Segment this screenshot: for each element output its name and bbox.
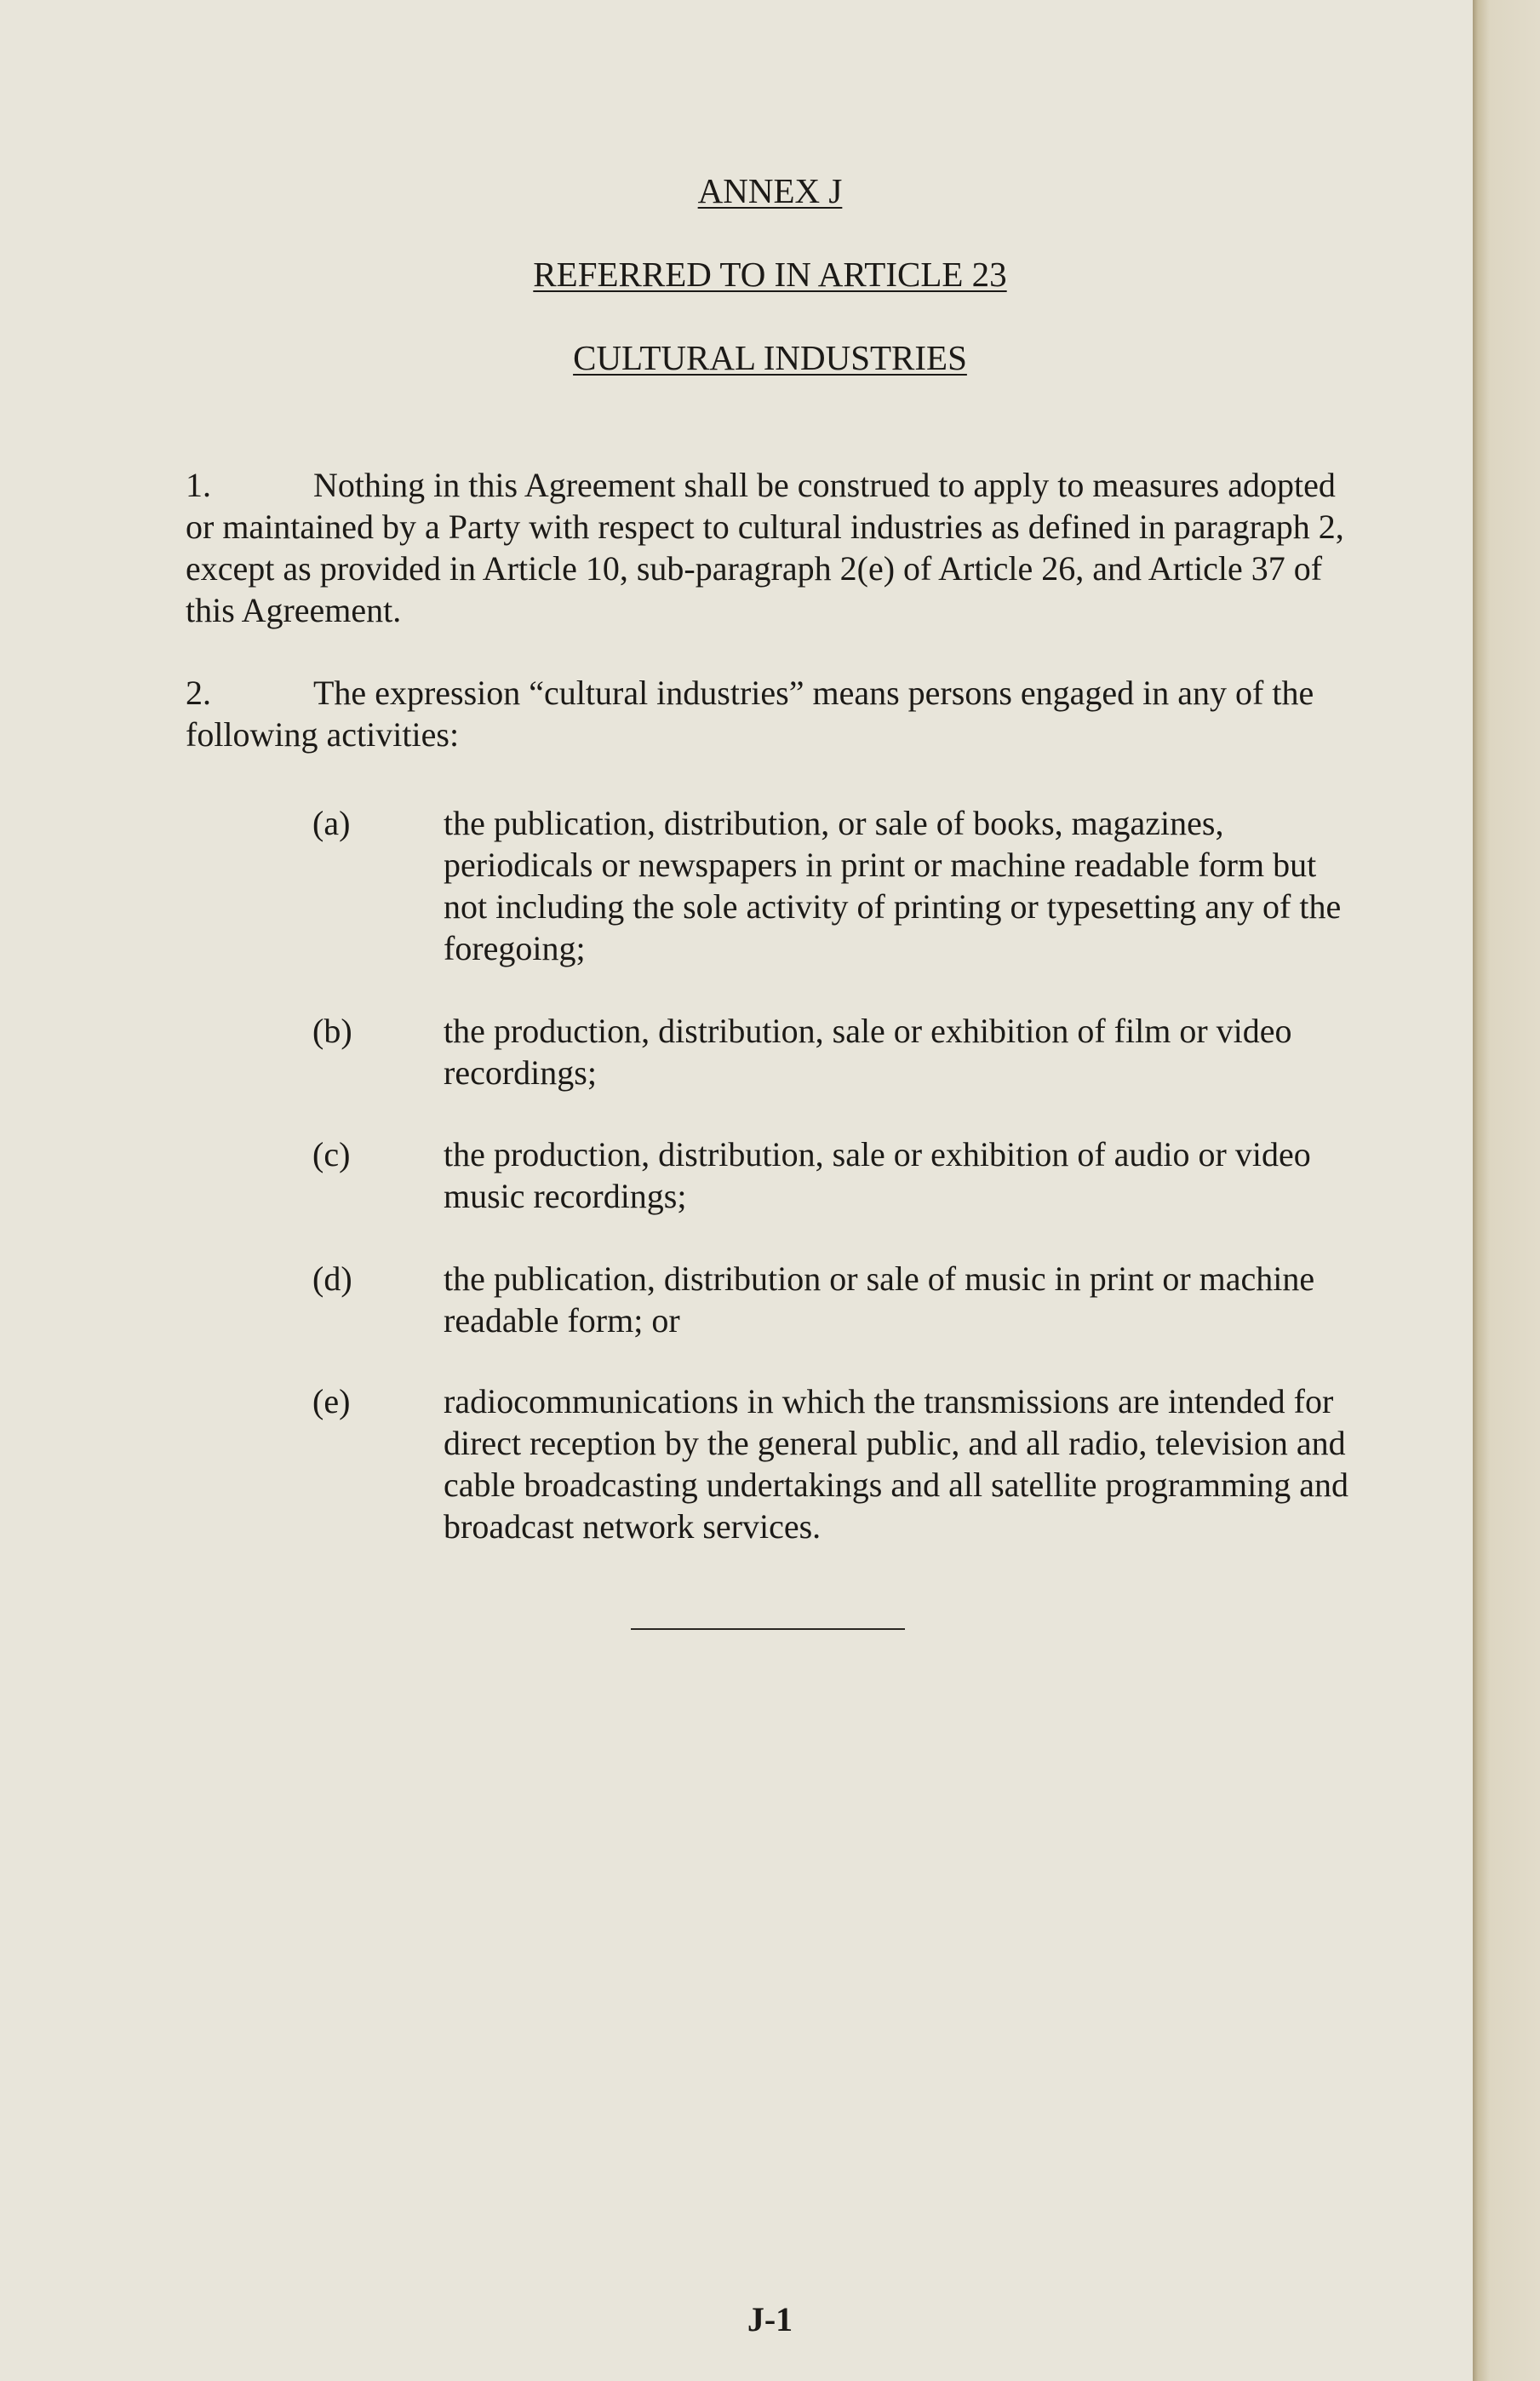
paragraph-1-text: Nothing in this Agreement shall be construed to apply to measures adopted or maintained by a Party with respect to cultural industries as defined in paragraph 2, except as provided in Article 10, sub-paragraph 2(e) of Article 26, and Article 37 of this Agreement. — [186, 466, 1344, 629]
end-rule — [631, 1628, 905, 1630]
item-e-letter: (e) — [312, 1382, 351, 1420]
item-c-text: the production, distribution, sale or exhibition of audio or video music recordings; — [444, 1135, 1311, 1215]
paragraph-2 — [186, 672, 1360, 755]
item-b-letter: (b) — [312, 1012, 352, 1050]
annex-title: ANNEX J — [697, 171, 843, 210]
item-d-letter: (d) — [312, 1259, 352, 1298]
page-edge — [1473, 0, 1540, 2381]
annex-reference: REFERRED TO IN ARTICLE 23 — [533, 255, 1007, 294]
item-e-text: radiocommunications in which the transmissions are intended for direct reception by the general public, and all radio, television and cable broadcasting undertakings and all satellite programming and broadcast network services. — [444, 1382, 1348, 1546]
paragraph-2-text: The expression “cultural industries” means persons engaged in any of the following activities: — [186, 674, 1314, 754]
annex-subject: CULTURAL INDUSTRIES — [573, 338, 967, 377]
item-b-text: the production, distribution, sale or exhibition of film or video recordings; — [444, 1012, 1292, 1092]
paragraph-2-number: 2. — [186, 674, 211, 712]
item-a-text: the publication, distribution, or sale of books, magazines, periodicals or newspapers in print or machine readable form but not including the sole activity of printing or typesetting any of the foregoing; — [444, 804, 1342, 967]
item-c-letter: (c) — [312, 1135, 351, 1173]
item-d-text: the publication, distribution or sale of music in print or machine readable form; or — [444, 1259, 1315, 1340]
item-a-letter: (a) — [312, 804, 351, 842]
paragraph-1 — [186, 464, 1360, 631]
page-number: J-1 — [747, 2300, 793, 2338]
paragraph-1-number: 1. — [186, 466, 211, 504]
